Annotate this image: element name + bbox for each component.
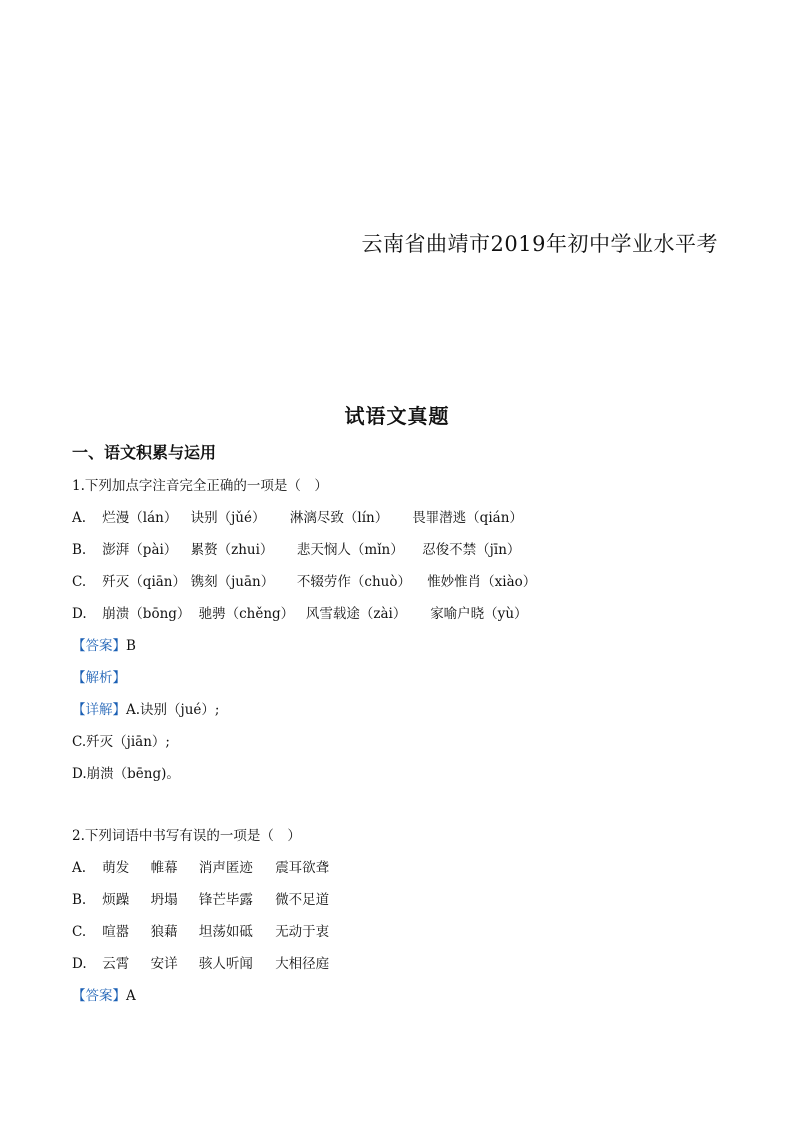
q1-option-b [72, 538, 520, 558]
option-item: 坍塌 [150, 892, 178, 908]
option-item: 崩溃（bōng） [102, 606, 191, 622]
option-item: 烂漫（lán） [102, 510, 178, 526]
option-item: 萌发 [102, 860, 130, 876]
q2-answer [72, 984, 136, 1004]
q2-option-a [72, 856, 329, 876]
q1-answer [72, 634, 136, 654]
option-item: 无动于衷 [275, 924, 330, 940]
section-heading: 一、语文积累与运用 [72, 443, 217, 462]
answer-value: B [126, 638, 136, 654]
detail-line: C.歼灭（jiān）; [72, 734, 170, 750]
option-item: 消声匿迹 [198, 860, 253, 876]
option-item: 坦荡如砥 [198, 924, 253, 940]
detail-line: D.崩溃（bēng)。 [72, 766, 180, 782]
q1-option-c [72, 570, 536, 590]
option-label: B. [72, 892, 87, 908]
option-label: C. [72, 924, 87, 940]
option-item: 累赘（zhui） [190, 542, 274, 558]
detail-line: A.诀别（jué）; [126, 702, 220, 718]
analysis-tag: 【解析】 [72, 670, 126, 686]
option-item: 狼藉 [150, 924, 178, 940]
option-item: 澎湃（pài） [102, 542, 178, 558]
option-item: 大相径庭 [275, 956, 330, 972]
option-item: 安详 [150, 956, 178, 972]
option-item: 淋漓尽致（lín） [289, 510, 389, 526]
option-item: 锋芒毕露 [198, 892, 253, 908]
option-item: 风雪载途（zài） [305, 606, 407, 622]
option-item: 震耳欲聋 [275, 860, 330, 876]
option-item: 喧嚣 [102, 924, 130, 940]
detail-tag: 【详解】 [72, 702, 126, 718]
q1-option-d [72, 602, 528, 622]
q2-option-b [72, 888, 329, 908]
option-item: 歼灭（qiān） [102, 574, 186, 590]
option-item: 云霄 [102, 956, 130, 972]
q2-option-c [72, 920, 329, 940]
q1-stem: 1.下列加点字注音完全正确的一项是（ ） [72, 478, 328, 494]
q2-option-d [72, 952, 329, 972]
option-label: A. [72, 860, 87, 876]
answer-tag: 【答案】 [72, 638, 126, 654]
option-item: 不辍劳作（chuò） [296, 574, 411, 590]
q1-analysis [72, 666, 126, 686]
document-title-line2: 试语文真题 [344, 404, 450, 428]
answer-tag: 【答案】 [72, 988, 126, 1004]
option-item: 家喻户晓（yù） [430, 606, 528, 622]
q1-option-a [72, 506, 523, 526]
option-item: 烦躁 [102, 892, 130, 908]
option-item: 悲天悯人（mǐn） [296, 542, 404, 558]
answer-value: A [126, 988, 136, 1004]
option-label: C. [72, 574, 87, 590]
option-label: A. [72, 510, 87, 526]
option-item: 镌刻（juān） [190, 574, 275, 590]
q1-detail [72, 698, 219, 718]
option-item: 驰骋（chěng） [198, 606, 295, 622]
option-item: 忍俊不禁（jīn） [422, 542, 521, 558]
option-item: 骇人听闻 [198, 956, 253, 972]
option-item: 帷幕 [150, 860, 178, 876]
option-item: 微不足道 [275, 892, 330, 908]
option-label: B. [72, 542, 87, 558]
option-item: 畏罪潜逃（qián） [412, 510, 523, 526]
option-label: D. [72, 956, 87, 972]
option-item: 诀别（jǔé） [190, 510, 266, 526]
option-label: D. [72, 606, 87, 622]
q2-stem: 2.下列词语中书写有误的一项是（ ） [72, 828, 301, 844]
document-title-line1: 云南省曲靖市2019年初中学业水平考 [361, 232, 718, 256]
option-item: 惟妙惟肖（xiào） [427, 574, 537, 590]
